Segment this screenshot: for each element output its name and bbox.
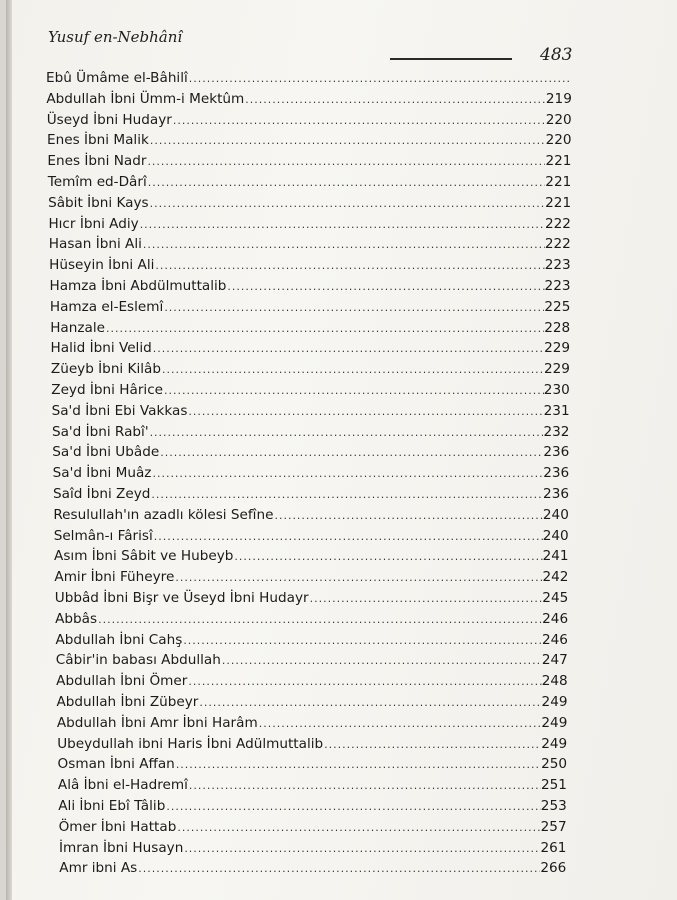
toc-entry-page: 220 [545,111,572,128]
toc-dot-leader [147,173,546,193]
toc-entry-page: 248 [541,673,568,690]
toc-entry[interactable] [56,650,568,670]
toc-entry-title: Abdullah İbni Amr İbni Harâm [56,714,258,731]
toc-entry-title: Sa'd İbni Ubâde [52,444,160,461]
toc-entry-title: Saîd İbni Zeyd [53,486,151,502]
toc-dot-leader [97,610,542,630]
toc-entry-title: Abdullah İbni Zübeyr [56,694,199,710]
toc-dot-leader [137,859,540,879]
toc-entry-page: 232 [543,423,570,440]
toc-entry[interactable] [47,151,571,171]
toc-entry[interactable] [54,546,569,566]
toc-entry-title: Enes İbni Nadr [47,153,147,170]
toc-dot-leader [142,235,545,255]
toc-entry-title: Enes İbni Malik [47,132,149,149]
toc-entry[interactable] [58,796,567,816]
toc-entry-title: Hasan İbni Ali [48,236,142,253]
toc-entry[interactable] [57,692,568,712]
toc-entry[interactable] [58,754,568,774]
toc-entry-title: Sa'd İbni Ebi Vakkas [51,402,188,419]
toc-entry-page: 221 [545,174,572,190]
toc-entry-title: Zeyd İbni Hârice [51,382,164,398]
toc-entry-title: Temîm ed-Dârî [47,174,147,190]
toc-dot-leader [146,152,545,172]
toc-entry-page: 242 [542,569,569,586]
toc-entry-title: Asım İbni Sâbit ve Hubeyb [54,548,234,565]
toc-entry[interactable] [59,838,567,858]
toc-entry-title: Osman İbni Affan [57,756,175,773]
toc-entry-page: 249 [541,714,568,731]
toc-dot-leader [221,651,542,671]
table-of-contents [6,0,677,900]
toc-entry-title: Ömer İbni Hattab [58,818,177,835]
toc-entry-page: 257 [540,818,567,835]
toc-entry[interactable] [51,380,570,400]
toc-dot-leader [151,464,543,484]
toc-entry-title: Halid İbni Velid [50,340,152,357]
toc-dot-leader [187,672,541,692]
toc-entry[interactable] [56,671,568,691]
toc-entry-page: 229 [543,361,570,378]
toc-entry-title: Amr ibni As [59,860,138,877]
toc-dot-leader [244,90,546,110]
toc-entry[interactable] [53,505,569,525]
toc-dot-leader [163,381,544,401]
toc-entry-title: Abbâs [55,610,98,627]
toc-entry-title: Amir İbni Füheyre [54,569,175,586]
toc-entry[interactable] [47,110,572,130]
toc-entry-page: 253 [540,798,567,814]
toc-dot-leader [309,589,543,609]
toc-entry[interactable] [46,68,572,88]
toc-entry[interactable] [59,858,566,878]
toc-entry-page: 230 [543,382,570,398]
toc-dot-leader [163,298,544,318]
toc-dot-leader [174,568,542,588]
toc-entry-page: 225 [544,298,571,315]
toc-dot-leader [172,111,546,131]
toc-entry-page: 236 [543,444,570,461]
toc-entry-page: 249 [541,735,568,752]
toc-entry-page: 247 [541,652,568,669]
toc-entry-page: 222 [544,236,571,253]
toc-entry-title: Abdullah İbni Ümm-i Mektûm [46,90,245,107]
toc-entry-page: 240 [542,506,569,523]
toc-entry-page: 246 [541,631,568,648]
toc-entry-title: Ubbâd İbni Bişr ve Üseyd İbni Hudayr [54,590,309,606]
toc-entry[interactable] [55,609,568,629]
toc-entry-page: 249 [541,694,568,710]
toc-dot-leader [176,818,540,838]
toc-entry-title: Hüseyin İbni Ali [49,257,155,274]
toc-entry-title: Ebû Ümâme el-Bâhilî [46,70,188,86]
toc-entry[interactable] [50,318,570,338]
toc-dot-leader [150,485,543,505]
toc-dot-leader [153,527,543,547]
toc-entry-page: 228 [544,319,571,336]
toc-entry[interactable] [52,442,569,462]
toc-entry-title: Sa'd İbni Rabî' [51,423,149,440]
toc-entry[interactable] [50,276,571,296]
toc-entry-page: 221 [545,194,572,211]
toc-entry-page: 266 [540,860,567,877]
toc-entry[interactable] [48,193,571,213]
toc-entry[interactable] [54,526,569,546]
toc-entry[interactable] [51,359,570,379]
toc-dot-leader [175,755,541,775]
toc-entry-page: 221 [545,153,572,170]
toc-entry[interactable] [53,484,569,504]
toc-entry-title: Hamza el-Eslemî [49,298,164,315]
toc-dot-leader [258,714,542,734]
toc-dot-leader [226,277,544,297]
toc-dot-leader [182,631,542,651]
toc-dot-leader [139,215,545,235]
toc-entry[interactable] [48,172,572,192]
toc-entry-title: Ubeydullah ibni Haris İbni Adülmuttalib [57,735,324,752]
toc-entry-page: 219 [545,90,572,107]
toc-entry-page: 246 [542,610,569,627]
toc-entry-title: Resulullah'ın azadlı kölesi Sefîne [53,506,274,523]
toc-entry-title: Selmân-ı Fârisî [53,527,153,544]
toc-entry-title: Abdullah İbni Cahş [55,631,183,648]
toc-entry-page: 223 [544,278,571,294]
toc-entry-title: Ali İbni Ebî Tâlib [58,798,166,814]
toc-entry-title: Üseyd İbni Hudayr [46,111,172,128]
toc-entry-title: Hıcr İbni Adiy [48,215,139,232]
toc-dot-leader [188,69,572,89]
toc-dot-leader [198,693,541,713]
toc-entry-page: 240 [542,527,569,544]
toc-entry[interactable] [57,713,568,733]
toc-dot-leader [273,506,542,526]
toc-entry-page: 251 [540,777,567,794]
toc-dot-leader [233,547,542,567]
toc-entry[interactable] [57,734,567,754]
toc-entry-title: Abdullah İbni Ömer [56,673,188,690]
toc-entry-title: Hamza İbni Abdülmuttalib [49,278,227,294]
toc-entry[interactable] [49,234,571,254]
toc-entry[interactable] [48,214,571,234]
toc-entry-title: Sâbit İbni Kays [48,194,149,211]
toc-entry-title: Hanzale [50,319,105,336]
running-header-author: Yusuf en-Nebhânî [48,28,183,46]
toc-dot-leader [159,443,543,463]
toc-entry-page: 223 [544,257,571,274]
toc-dot-leader [105,319,544,339]
toc-entry[interactable] [49,255,571,275]
toc-entry-page: 241 [542,548,569,565]
toc-entry-page: 231 [543,402,570,419]
toc-dot-leader [149,423,544,443]
toc-entry[interactable] [54,567,568,587]
toc-entry[interactable] [51,338,571,358]
toc-dot-leader [188,776,541,796]
toc-entry-page: 261 [540,839,567,856]
toc-dot-leader [323,735,541,755]
toc-entry-title: Züeyb İbni Kilâb [50,361,161,378]
toc-dot-leader [187,402,543,422]
toc-dot-leader [149,131,546,151]
toc-entry[interactable] [59,817,567,837]
toc-entry[interactable] [52,422,570,442]
toc-entry-title: İmran İbni Husayn [58,839,184,856]
toc-entry[interactable] [55,630,568,650]
toc-entry[interactable] [53,463,570,483]
toc-entry-title: Alâ İbni el-Hadremî [57,777,188,794]
toc-entry[interactable] [52,401,570,421]
toc-entry-page: 250 [541,756,568,773]
toc-entry[interactable] [55,588,569,608]
toc-entry[interactable] [50,297,571,317]
page-number: 483 [540,45,573,65]
toc-dot-leader [165,797,540,817]
toc-dot-leader [154,256,544,276]
toc-dot-leader [161,360,544,380]
toc-entry-title: Sa'd İbni Muâz [52,465,152,482]
toc-dot-leader [149,194,546,214]
toc-dot-leader [183,839,540,859]
toc-entry[interactable] [47,130,572,150]
toc-entry-page: 236 [543,465,570,482]
toc-entry-page: 222 [544,215,571,232]
toc-entry-title: Câbir'in babası Abdullah [55,652,221,669]
toc-entry[interactable] [46,89,572,109]
toc-entry-page: 220 [545,132,572,149]
toc-entry[interactable] [58,775,567,795]
book-page [6,0,677,900]
toc-dot-leader [152,339,544,359]
toc-entry-page: 245 [542,590,569,606]
toc-entry-page: 229 [544,340,571,357]
toc-entry-page: 236 [543,486,569,502]
